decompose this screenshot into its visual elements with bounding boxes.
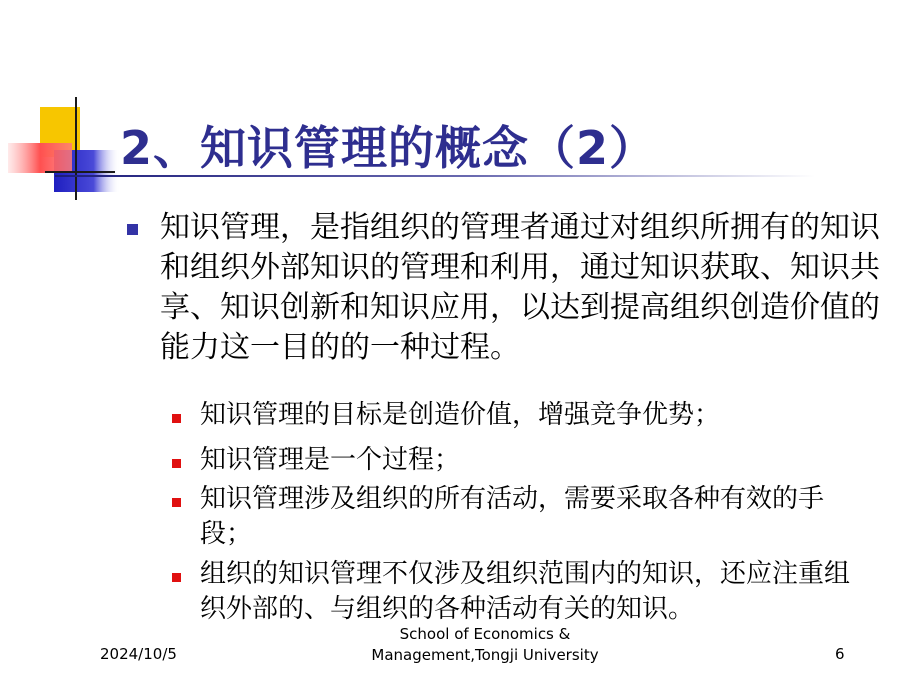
sub-bullet-text: 知识管理涉及组织的所有活动，需要采取各种有效的手段； <box>200 484 825 549</box>
footer-school-name: School of Economics & Management,Tongji University <box>371 625 599 664</box>
sub-bullet-marker <box>172 459 181 468</box>
footer-page-number: 6 <box>835 645 845 663</box>
sub-bullet-marker <box>172 414 181 423</box>
title-underline <box>55 175 815 177</box>
sub-bullet-text: 组织的知识管理不仅涉及组织范围内的知识，还应注重组织外部的、与组织的各种活动有关的知识。 <box>200 559 851 624</box>
sub-bullet-marker <box>172 498 181 507</box>
sub-bullet-text: 知识管理是一个过程； <box>200 445 461 475</box>
deco-horizontal-line <box>45 171 115 173</box>
deco-vertical-line <box>75 97 77 200</box>
footer-date: 2024/10/5 <box>100 645 177 663</box>
main-bullet-text: 知识管理，是指组织的管理者通过对组织所拥有的知识和组织外部知识的管理和利用，通过知识获取、知识共享、知识创新和知识应用，以达到提高组织创造价值的能力这一目的的一种过程。 <box>160 210 880 365</box>
sub-bullet-text: 知识管理的目标是创造价值，增强竞争优势； <box>200 400 721 430</box>
slide-title: 2、知识管理的概念（2） <box>120 121 657 175</box>
sub-bullet-marker <box>172 573 181 582</box>
deco-red-bar <box>8 143 72 173</box>
main-bullet-marker <box>127 224 138 235</box>
